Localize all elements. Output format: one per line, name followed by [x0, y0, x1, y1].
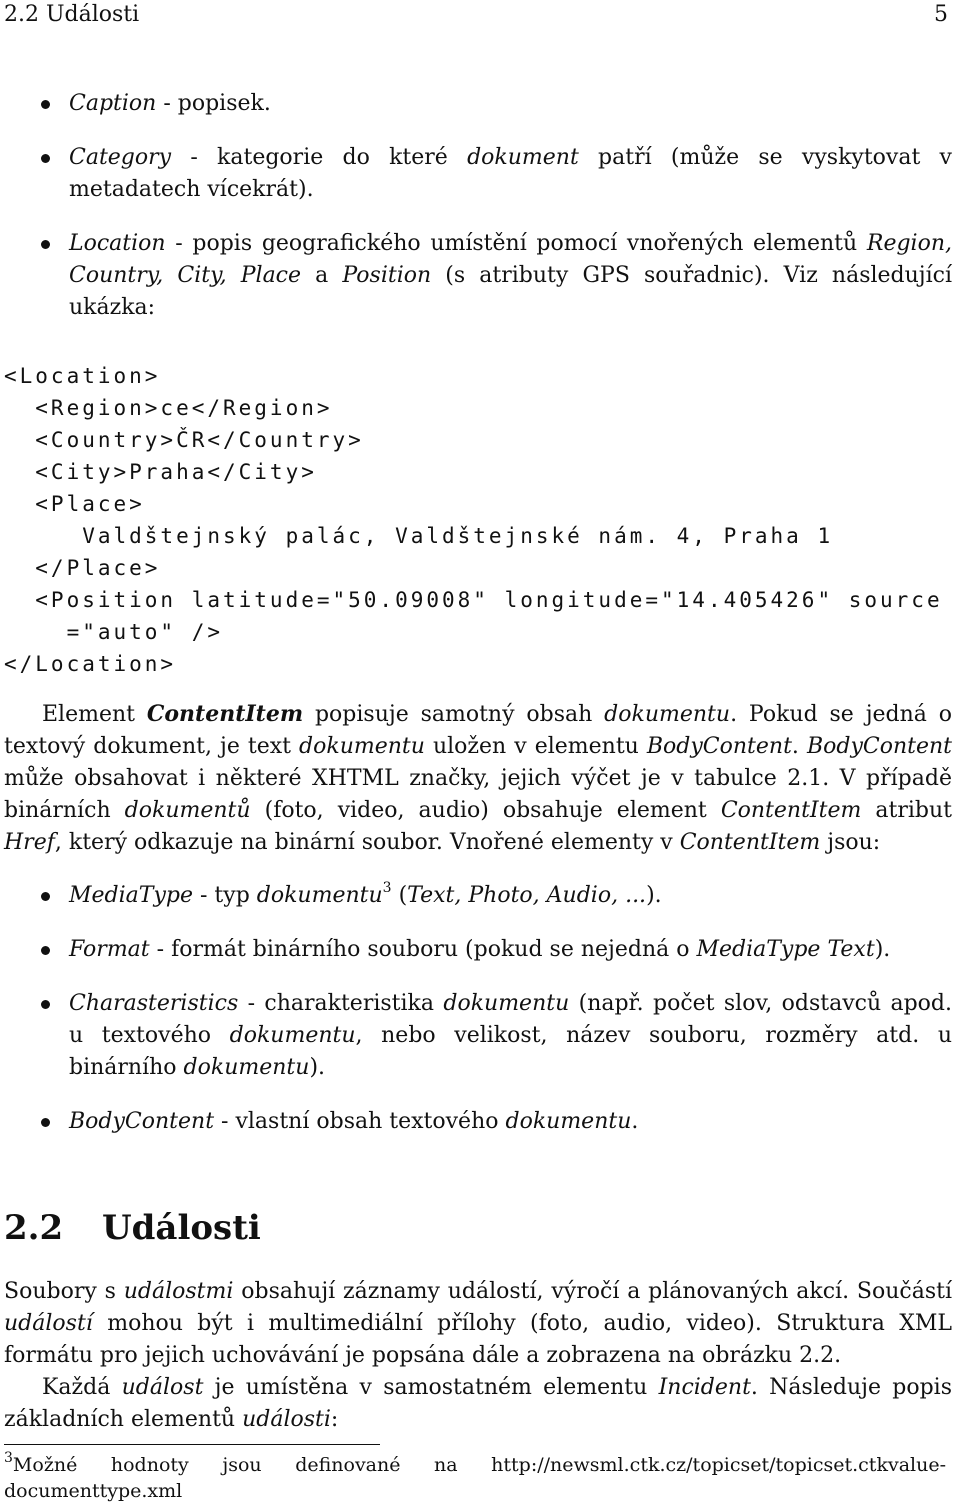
item-emphasis: dokumentu [229, 1023, 356, 1048]
bullet-list-mid [4, 880, 952, 1138]
paragraph-contentitem [4, 698, 952, 859]
item-text: ). [309, 1055, 326, 1080]
list-item-charasteristics [4, 988, 952, 1084]
text-run: (foto, video, audio) obsahuje element [250, 798, 721, 823]
running-head-section: 2.2 Události [4, 2, 140, 27]
term-category: Category [69, 145, 172, 170]
term-contentitem: ContentItem [146, 701, 304, 727]
footnote-number: 3 [4, 1449, 13, 1466]
item-text: (s atributy GPS souřadnic). Viz následující ukázka: [69, 263, 953, 320]
item-emphasis: Region, Country, City, Place [69, 231, 952, 288]
text-run: . [791, 734, 807, 759]
item-emphasis: dokumentu [256, 883, 383, 908]
item-emphasis: dokument [467, 145, 579, 170]
term-location: Location [69, 231, 166, 256]
item-text: - typ [193, 883, 257, 908]
item-text: - vlastní obsah textového [214, 1109, 506, 1134]
item-text: (např. počet slov, odstavců apod. u textového [69, 991, 953, 1048]
emphasis: ContentItem [679, 830, 821, 855]
item-text: patří (může se vyskytovat v metadatech vícekrát). [69, 145, 952, 202]
list-item-category [4, 142, 952, 206]
list-item-mediatype [4, 880, 952, 912]
emphasis: dokumentu [604, 702, 731, 727]
item-text: - formát binárního souboru (pokud se nejedná o [149, 937, 697, 962]
emphasis: dokumentů [124, 798, 251, 823]
section-title: Události [102, 1208, 261, 1248]
emphasis: BodyContent [806, 734, 952, 759]
item-text: ). [646, 883, 662, 908]
text-run: , který odkazuje na binární soubor. Vnořené elementy v [54, 830, 680, 855]
emphasis: BodyContent [646, 734, 792, 759]
item-emphasis: MediaType Text [696, 937, 875, 962]
item-text: ( [391, 883, 408, 908]
footnote-divider [4, 1444, 380, 1445]
text-run: obsahují záznamy událostí, výročí a plánovaných akcí. Součástí [233, 1279, 952, 1304]
text-run: může obsahovat i některé XHTML značky, jejich výčet je v tabulce 2.1. V případě binárních [4, 766, 952, 823]
item-text: - popisek. [156, 91, 271, 116]
text-run: : [330, 1407, 339, 1432]
code-sample: <Location> <Region>ce</Region> <Country>ČR</Country> <City>Praha</City> <Place> Valdštejnský palác, Valdštejnské nám. 4, Praha 1 </Place> <Position latitude="50.09008" longitude="14.405426" source ="auto" /> </Location> [4, 364, 943, 676]
text-run: Element [42, 702, 147, 727]
text-run: atribut [861, 798, 952, 823]
list-item-format [4, 934, 952, 966]
item-emphasis: Text, Photo, Audio, ... [407, 883, 647, 908]
footnote-marker[interactable]: 3 [382, 879, 392, 896]
list-item-bodycontent [4, 1106, 952, 1138]
paragraph-events-elements [4, 1372, 952, 1436]
footnote [4, 1449, 946, 1504]
text-run: Soubory s [4, 1279, 124, 1304]
term-format: Format [69, 937, 150, 962]
text-run: je umístěna v samostatném elementu [203, 1375, 659, 1400]
item-emphasis: Position [342, 263, 432, 288]
bullet-icon [41, 1118, 50, 1127]
emphasis: událostí [4, 1311, 93, 1336]
running-head [4, 0, 948, 30]
text-run: Každá [42, 1375, 122, 1400]
bullet-icon [41, 1000, 50, 1009]
emphasis: událost [121, 1375, 204, 1400]
text-run: . Následuje popis základních elementů [4, 1375, 952, 1432]
term-bodycontent: BodyContent [69, 1109, 215, 1134]
paragraph-events-intro [4, 1276, 952, 1372]
term-caption: Caption [69, 91, 157, 116]
term-charasteristics: Charasteristics [69, 991, 239, 1016]
item-text: , nebo velikost, název souboru, rozměry atd. u binárního [69, 1023, 952, 1080]
term-mediatype: MediaType [69, 883, 193, 908]
emphasis: dokumentu [299, 734, 425, 759]
item-emphasis: dokumentu [183, 1055, 310, 1080]
emphasis: Href [4, 830, 55, 855]
item-emphasis: dokumentu [505, 1109, 632, 1134]
text-run: jsou: [820, 830, 881, 855]
footnote-text: Možné hodnoty jsou definované na http://newsml.ctk.cz/topicset/topicset.ctkvalue-documenttype.xml [4, 1454, 946, 1502]
text-run: popisuje samotný obsah [303, 702, 605, 727]
item-text: - charakteristika [238, 991, 444, 1016]
item-text: - kategorie do které [171, 145, 468, 170]
section-number: 2.2 [4, 1208, 64, 1248]
bullet-icon [41, 100, 50, 109]
text-run: uložen v elementu [424, 734, 647, 759]
text-run: mohou být i multimediální přílohy (foto, audio, video). Struktura XML formátu pro jejich uchovávání je popsána dále a zobrazena na obrázku 2.2. [4, 1311, 952, 1368]
bullet-icon [41, 154, 50, 163]
bullet-list-top [4, 88, 952, 324]
bullet-icon [41, 946, 50, 955]
emphasis: události [242, 1407, 331, 1432]
item-text: . [631, 1109, 639, 1134]
page-number: 5 [934, 2, 948, 27]
text-run: . Pokud se jedná o textový dokument, je text [4, 702, 953, 759]
item-text: ). [874, 937, 891, 962]
section-heading [4, 1206, 261, 1250]
emphasis: událostmi [123, 1279, 234, 1304]
emphasis: ContentItem [720, 798, 862, 823]
item-text: - popis geografického umístění pomocí vnořených elementů [165, 231, 867, 256]
item-text: a [301, 263, 343, 288]
item-emphasis: dokumentu [443, 991, 570, 1016]
list-item-location [4, 228, 952, 324]
bullet-icon [41, 892, 50, 901]
bullet-icon [41, 240, 50, 249]
emphasis: Incident [658, 1375, 751, 1400]
list-item-caption [4, 88, 952, 120]
